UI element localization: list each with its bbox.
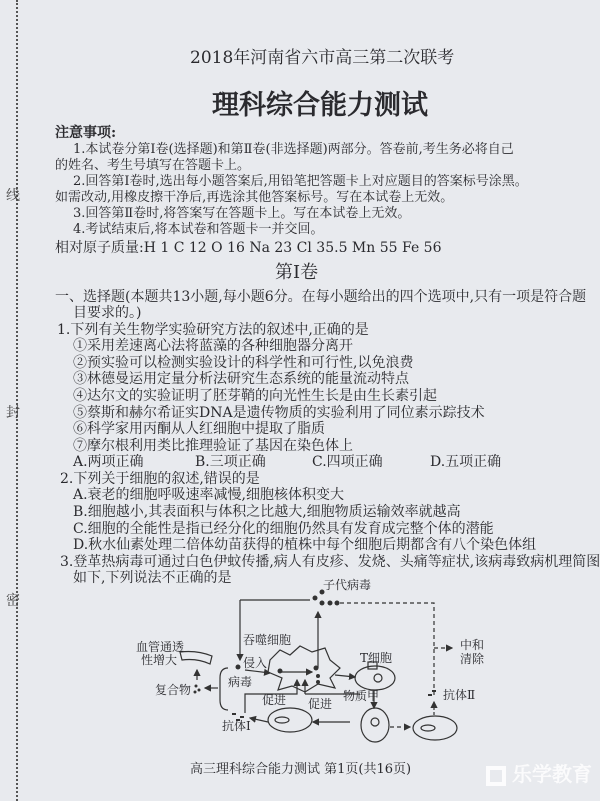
q1-item: ④达尔文的实验证明了胚芽鞘的向光性生长是由生长素引起: [73, 388, 437, 404]
margin-char-line: 线: [6, 188, 20, 204]
notice-line: 2.回答第Ⅰ卷时,选出每小题答案后,用铅笔把答题卡上对应题目的答案标号涂黑。: [73, 174, 528, 189]
arrow-line: [250, 718, 268, 722]
section-intro: 目要求的。): [73, 305, 142, 321]
b-cell: [361, 708, 389, 742]
question-1-stem: 1.下列有关生物学实验研究方法的叙述中,正确的是: [57, 322, 369, 338]
q1-item: ⑥科学家用丙酮从人红细胞中提取了脂质: [73, 421, 325, 437]
atomic-mass: 相对原子质量:H 1 C 12 O 16 Na 23 Cl 35.5 Mn 55 Fe 56: [55, 240, 442, 256]
q2-option-d: D.秋水仙素处理二倍体幼苗获得的植株中每个细胞后期都含有八个染色体组: [73, 537, 537, 553]
label-virus: 病毒: [228, 675, 253, 689]
q1-item: ②预实验可以检测实验设计的科学性和可行性,以免浪费: [73, 355, 414, 371]
brace: [220, 668, 228, 710]
question-3-stem: 3.登革热病毒可通过白色伊蚊传播,病人有皮疹、发烧、头痛等症状,该病毒致病机理简图: [60, 554, 600, 570]
blood-vessel: [180, 652, 212, 665]
label-progeny-virus: 子代病毒: [323, 578, 372, 592]
label-complex: 复合物: [155, 683, 192, 697]
watermark-logo: 乐学教育: [486, 758, 592, 787]
q1-item: ③林德曼运用定量分析法研究生态系统的能量流动特点: [73, 371, 409, 387]
notice-line: 4.考试结束后,将本试卷和答题卡一并交回。: [73, 222, 324, 237]
label-promote: 促进: [262, 693, 287, 707]
notice-line: 如需改动,用橡皮擦干净后,再选涂其他答案标号。写在本试卷上无效。: [55, 190, 454, 205]
arrow-line: [335, 675, 355, 677]
q1-item: ⑤蔡斯和赫尔希证实DNA是遗传物质的实验利用了同位素示踪技术: [73, 405, 485, 421]
q1-option-b: B.三项正确: [195, 454, 266, 470]
label-invade: 侵入: [243, 656, 268, 670]
notice-line: 的姓名、考生号填写在答题卡上。: [55, 158, 251, 173]
page-title: 理科综合能力测试: [212, 90, 428, 121]
q1-option-a: A.两项正确: [73, 454, 144, 470]
q2-option-a: A.衰老的细胞呼吸速率减慢,细胞核体积变大: [73, 487, 345, 503]
page-footer: 高三理科综合能力测试 第1页(共16页): [190, 762, 412, 777]
notice-line: 3.回答第Ⅱ卷时,将答案写在答题卡上。写在本试卷上无效。: [73, 206, 411, 221]
q1-option-c: C.四项正确: [312, 454, 383, 470]
label-vessel: 血管通透: [136, 640, 185, 654]
section-title: 第Ⅰ卷: [275, 262, 319, 283]
arrow-line: [245, 670, 270, 673]
section-intro: 一、选择题(本题共13小题,每小题6分。在每小题给出的四个选项中,只有一项是符合题: [55, 289, 587, 305]
question-2-stem: 2.下列关于细胞的叙述,错误的是: [60, 471, 260, 487]
exam-name: 2018年河南省六市高三第二次联考: [190, 48, 455, 68]
question-3-stem: 如下,下列说法不正确的是: [73, 570, 232, 586]
q1-item: ①采用差速离心法将蓝藻的各种细胞器分离开: [73, 338, 353, 354]
label-substance-a: 物质甲: [343, 689, 380, 703]
notice-line: 1.本试卷分第Ⅰ卷(选择题)和第Ⅱ卷(非选择题)两部分。答卷前,考生务必将自己: [73, 142, 514, 157]
label-antibody-1: 抗体Ⅰ: [222, 719, 251, 733]
label-neutralize: 中和: [460, 638, 485, 652]
label-clear: 清除: [460, 652, 485, 666]
q1-option-d: D.五项正确: [430, 454, 502, 470]
margin-char-secret: 密: [6, 593, 20, 609]
q1-item: ⑦摩尔根利用类比推理验证了基因在染色体上: [73, 438, 353, 454]
label-t-cell: T细胞: [360, 651, 393, 665]
label-antibody-2: 抗体Ⅱ: [443, 688, 476, 702]
label-vessel: 性增大: [141, 653, 178, 667]
q2-option-c: C.细胞的全能性是指已经分化的细胞仍然具有发育成完整个体的潜能: [73, 521, 494, 537]
margin-char-seal: 封: [6, 405, 20, 421]
q2-option-b: B.细胞越小,其表面积与体积之比越大,细胞物质运输效率就越高: [73, 504, 461, 520]
notice-heading: 注意事项:: [55, 125, 117, 141]
label-promote: 促进: [308, 697, 333, 711]
label-phagocyte: 吞噬细胞: [243, 633, 292, 647]
dashed-arrow-line: [340, 603, 434, 696]
